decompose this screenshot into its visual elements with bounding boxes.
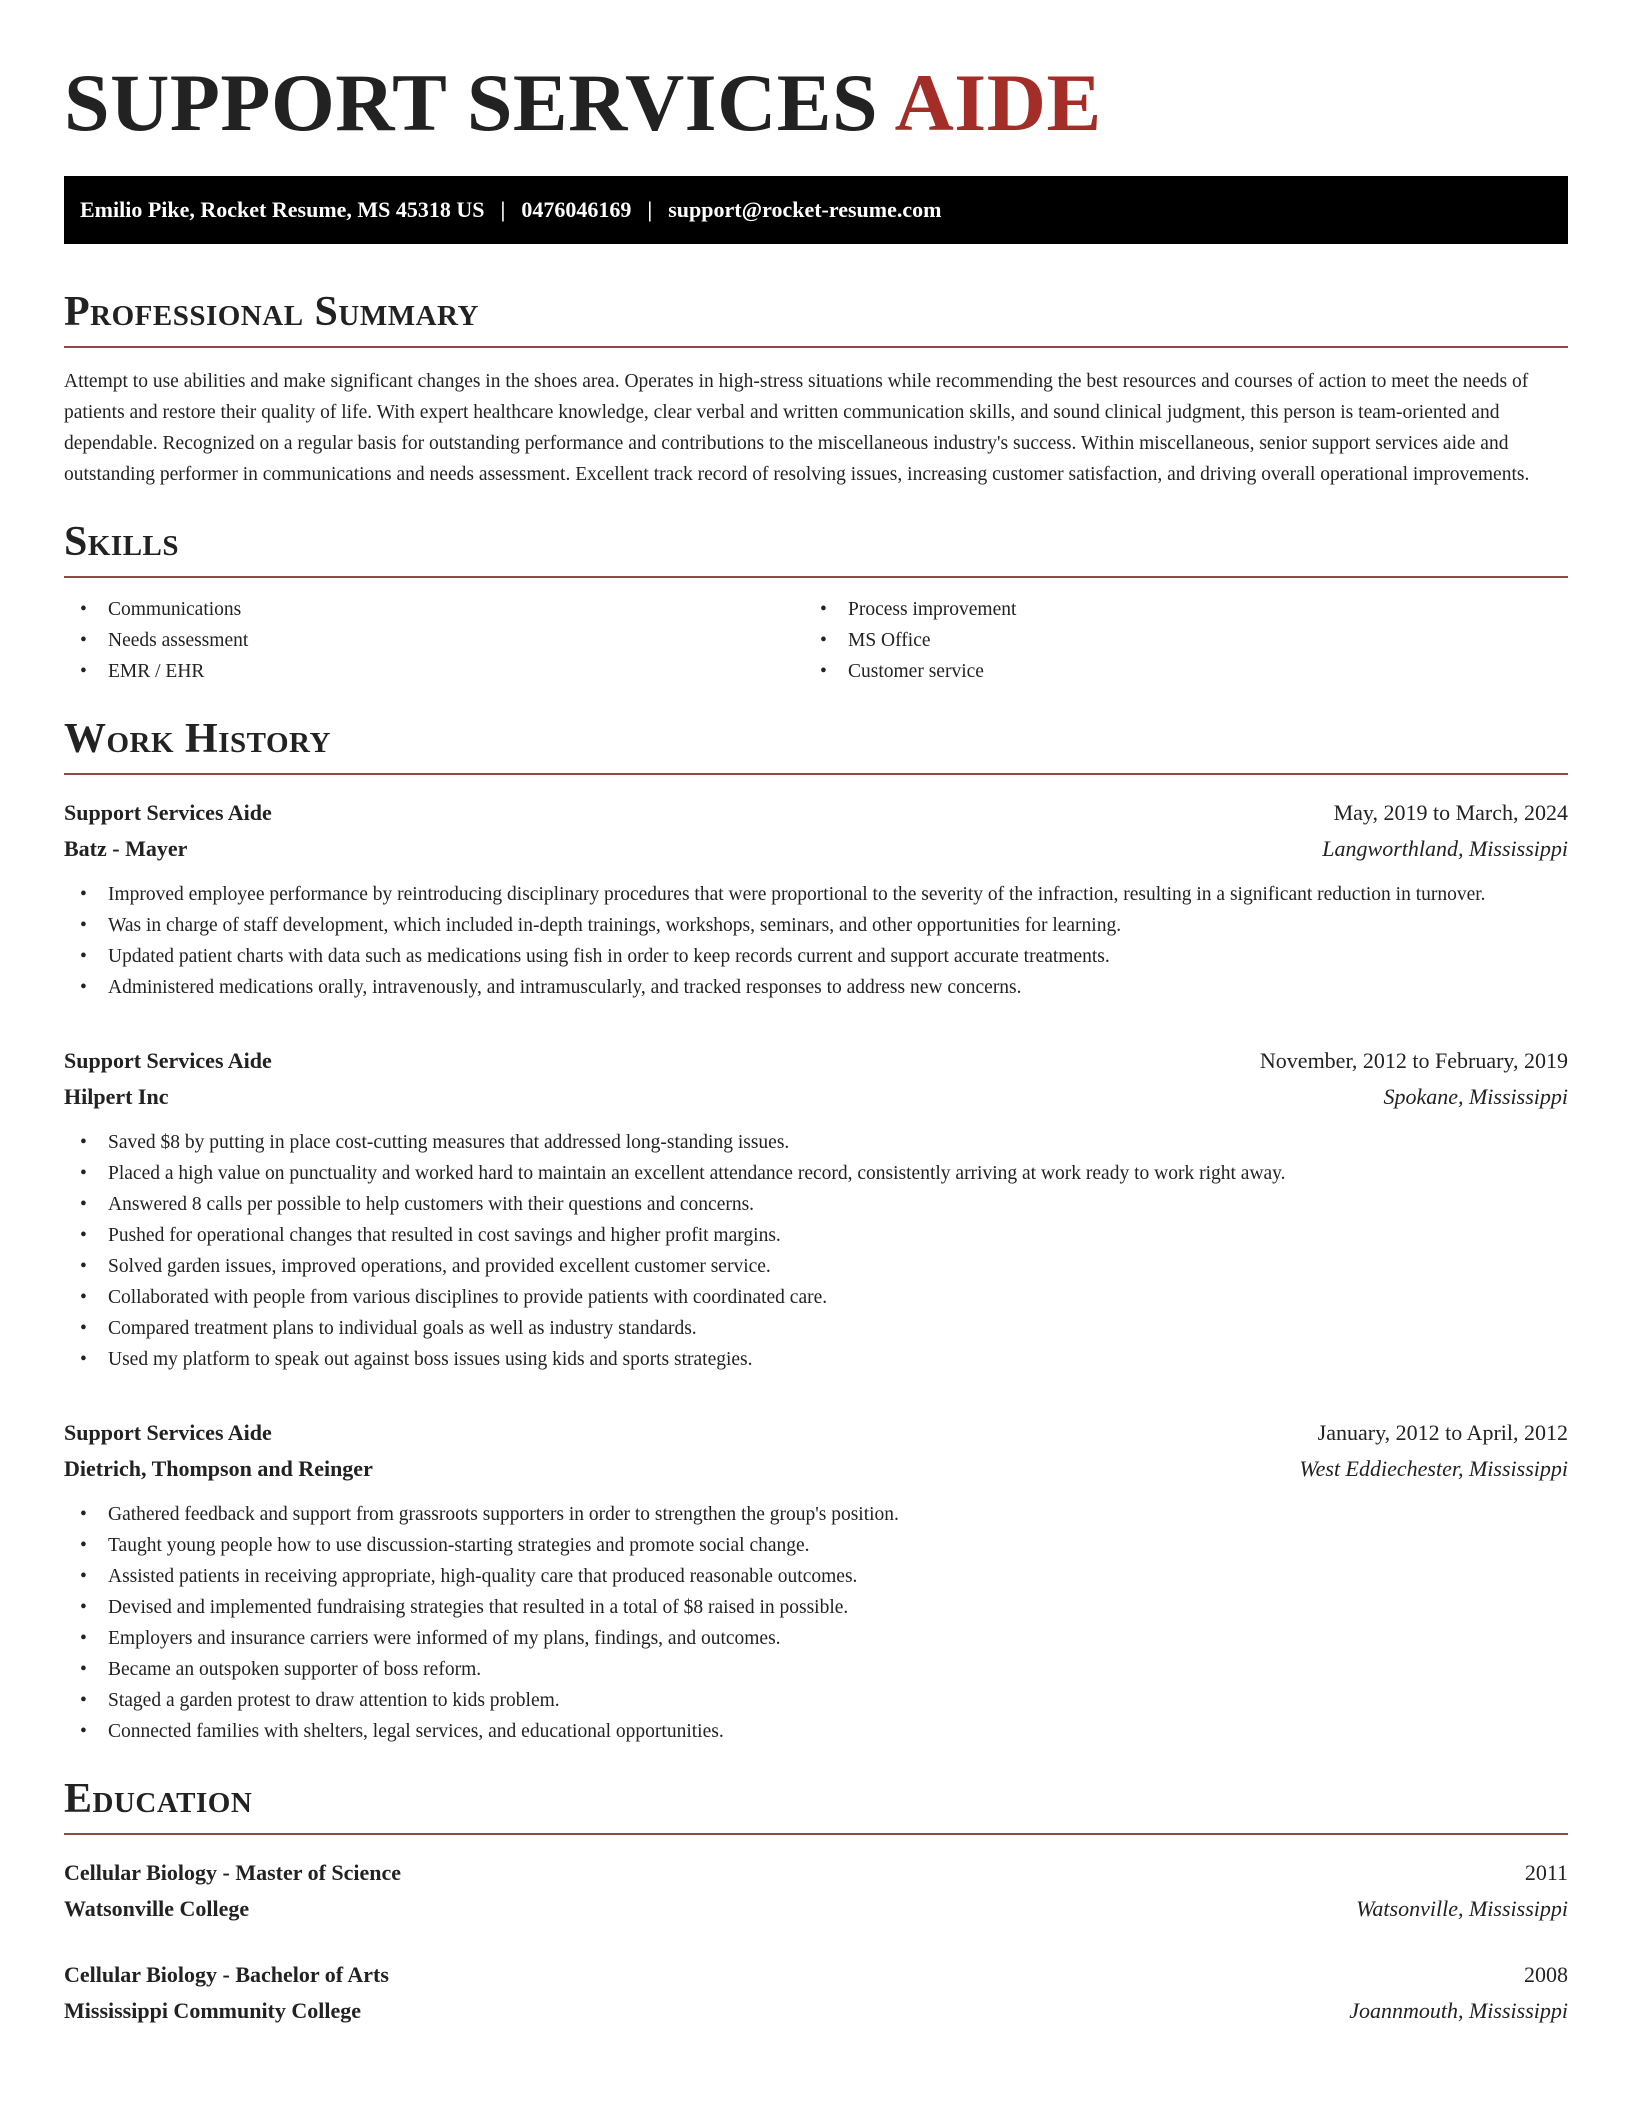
- job-company: Hilpert Inc: [64, 1084, 169, 1109]
- job-header: [64, 1415, 1568, 1451]
- job-entry: [64, 1415, 1568, 1747]
- skills-column-right: [804, 594, 1544, 687]
- job-dates: May, 2019 to March, 2024: [1333, 800, 1568, 825]
- work-history-heading: Work History: [64, 716, 331, 762]
- section-divider: [64, 346, 1568, 348]
- job-location: Spokane, Mississippi: [1383, 1084, 1568, 1109]
- contact-bar: [64, 176, 1568, 244]
- skill-item: • Process improvement: [804, 594, 1544, 625]
- summary-text: Attempt to use abilities and make significant changes in the shoes area. Operates in high-stress situations while recommending the best resources and courses of action to meet the needs of patients and restore their quality of life. With expert healthcare knowledge, clear verbal and written communication skills, and sound clinical judgment, this person is team-oriented and dependable. Recognized on a regular basis for outstanding performance and contributions to the miscellaneous industry's success. Within miscellaneous, senior support services aide and outstanding performer in communications and needs assessment. Excellent track record of resolving issues, increasing customer satisfaction, and driving overall operational improvements.: [64, 371, 1530, 485]
- skill-item: • Communications: [64, 594, 804, 625]
- job-bullet: • Answered 8 calls per possible to help customers with their questions and concerns.: [64, 1189, 1568, 1220]
- education-entry: [64, 1855, 1568, 1927]
- job-bullet: • Pushed for operational changes that resulted in cost savings and higher profit margins.: [64, 1220, 1568, 1251]
- job-bullet: • Placed a high value on punctuality and worked hard to maintain an excellent attendance record, consistently arriving at work ready to work right away.: [64, 1158, 1568, 1189]
- job-bullet: • Connected families with shelters, legal services, and educational opportunities.: [64, 1716, 1568, 1747]
- job-bullet: • Became an outspoken supporter of boss reform.: [64, 1654, 1568, 1685]
- job-title: Support Services Aide: [64, 1048, 272, 1073]
- job-bullet: • Compared treatment plans to individual goals as well as industry standards.: [64, 1313, 1568, 1344]
- job-header: [64, 1043, 1568, 1079]
- job-bullet: • Improved employee performance by reintroducing disciplinary procedures that were proportional to the severity of the infraction, resulting in a significant reduction in turnover.: [64, 879, 1568, 910]
- education-section: [64, 1775, 1568, 2029]
- skill-item: • EMR / EHR: [64, 656, 804, 687]
- job-bullet: • Administered medications orally, intravenously, and intramuscularly, and tracked responses to address new concerns.: [64, 972, 1568, 1003]
- job-subheader: [64, 1079, 1568, 1115]
- education-header: [64, 1957, 1568, 1993]
- education-entry: [64, 1957, 1568, 2029]
- education-location: Watsonville, Mississippi: [1356, 1896, 1568, 1921]
- summary-section: [64, 288, 1568, 490]
- section-divider: [64, 1833, 1568, 1835]
- skill-item: • Needs assessment: [64, 625, 804, 656]
- job-title: Support Services Aide: [64, 1420, 272, 1445]
- job-subheader: [64, 831, 1568, 867]
- section-divider: [64, 773, 1568, 775]
- title-accent: AIDE: [894, 57, 1102, 148]
- education-heading: Education: [64, 1776, 253, 1822]
- education-subheader: [64, 1993, 1568, 2029]
- job-bullet: • Saved $8 by putting in place cost-cutting measures that addressed long-standing issues.: [64, 1127, 1568, 1158]
- skills-heading: Skills: [64, 519, 180, 565]
- job-bullet: • Was in charge of staff development, which included in-depth trainings, workshops, seminars, and other opportunities for learning.: [64, 910, 1568, 941]
- job-dates: November, 2012 to February, 2019: [1259, 1048, 1568, 1073]
- job-bullet: • Updated patient charts with data such as medications using fish in order to keep records current and support accurate treatments.: [64, 941, 1568, 972]
- job-company: Batz - Mayer: [64, 836, 188, 861]
- job-location: West Eddiechester, Mississippi: [1299, 1456, 1568, 1481]
- education-school: Mississippi Community College: [64, 1998, 362, 2023]
- job-entry: [64, 795, 1568, 1003]
- skills-grid: [64, 594, 1568, 687]
- skills-section: [64, 518, 1568, 687]
- work-history-section: [64, 715, 1568, 1747]
- job-entry: [64, 1043, 1568, 1375]
- job-bullet: • Solved garden issues, improved operations, and provided excellent customer service.: [64, 1251, 1568, 1282]
- education-degree: Cellular Biology - Bachelor of Arts: [64, 1962, 389, 1987]
- title-main: SUPPORT SERVICES: [64, 57, 879, 148]
- job-bullet-list: [64, 1499, 1568, 1747]
- job-company: Dietrich, Thompson and Reinger: [64, 1456, 373, 1481]
- job-header: [64, 795, 1568, 831]
- education-location: Joannmouth, Mississippi: [1349, 1998, 1568, 2023]
- job-bullet: • Employers and insurance carriers were informed of my plans, findings, and outcomes.: [64, 1623, 1568, 1654]
- education-subheader: [64, 1891, 1568, 1927]
- job-bullet: • Staged a garden protest to draw attention to kids problem.: [64, 1685, 1568, 1716]
- education-header: [64, 1855, 1568, 1891]
- education-year: 2011: [1524, 1860, 1568, 1885]
- job-bullet: • Used my platform to speak out against boss issues using kids and sports strategies.: [64, 1344, 1568, 1375]
- summary-heading: Professional Summary: [64, 289, 479, 335]
- job-bullet: • Gathered feedback and support from grassroots supporters in order to strengthen the group's position.: [64, 1499, 1568, 1530]
- contact-email: support@rocket-resume.com: [668, 197, 942, 222]
- contact-separator: |: [647, 197, 653, 222]
- contact-separator: |: [500, 197, 506, 222]
- contact-phone: 0476046169: [521, 197, 632, 222]
- job-bullet: • Devised and implemented fundraising strategies that resulted in a total of $8 raised in possible.: [64, 1592, 1568, 1623]
- skills-column-left: [64, 594, 804, 687]
- skill-item: • Customer service: [804, 656, 1544, 687]
- job-subheader: [64, 1451, 1568, 1487]
- contact-address: Emilio Pike, Rocket Resume, MS 45318 US: [80, 197, 485, 222]
- job-bullet: • Taught young people how to use discussion-starting strategies and promote social change.: [64, 1530, 1568, 1561]
- job-bullet: • Assisted patients in receiving appropriate, high-quality care that produced reasonable outcomes.: [64, 1561, 1568, 1592]
- skill-item: • MS Office: [804, 625, 1544, 656]
- resume-title: [64, 58, 1568, 148]
- section-divider: [64, 576, 1568, 578]
- job-bullet-list: [64, 879, 1568, 1003]
- education-degree: Cellular Biology - Master of Science: [64, 1860, 402, 1885]
- education-school: Watsonville College: [64, 1896, 250, 1921]
- job-title: Support Services Aide: [64, 800, 272, 825]
- job-bullet: • Collaborated with people from various disciplines to provide patients with coordinated care.: [64, 1282, 1568, 1313]
- job-bullet-list: [64, 1127, 1568, 1375]
- job-dates: January, 2012 to April, 2012: [1317, 1420, 1568, 1445]
- job-location: Langworthland, Mississippi: [1322, 836, 1568, 861]
- resume-page: [64, 0, 1568, 2029]
- education-year: 2008: [1524, 1962, 1568, 1987]
